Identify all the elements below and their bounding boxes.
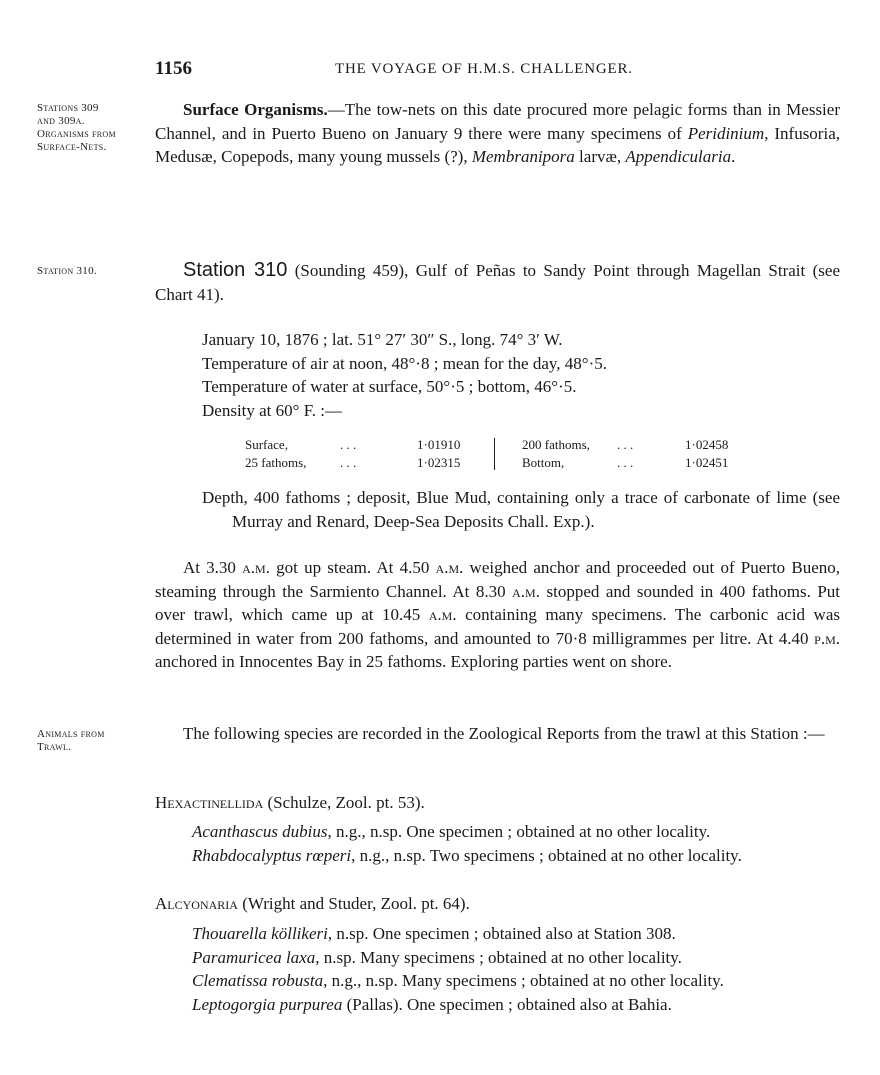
density-label: Surface, (245, 437, 288, 452)
species-entry: Paramuricea laxa, n.sp. Many specimens ; obtained at no other locality. (192, 947, 682, 967)
species-entry: Leptogorgia purpurea (Pallas). One specimen ; obtained also at Bahia. (192, 994, 672, 1014)
page-number: 1156 (155, 58, 192, 79)
surface-heading: Surface Organisms. (183, 100, 328, 119)
station-metadata (202, 328, 607, 422)
density-dots: . . . (617, 437, 634, 452)
species-list-alcyonaria (192, 922, 724, 1016)
margin-line: and 309a. (37, 115, 85, 127)
density-label: 25 fathoms, (245, 455, 307, 470)
species-list-hexactinellida (192, 820, 742, 867)
depth-line: Depth, 400 fathoms ; deposit, Blue Mud, containing only a trace of carbonate of lime (see Murray and Renard, Deep-Sea Deposits Chall. Exp.). (202, 488, 840, 531)
species-entry: Acanthascus dubius, n.g., n.sp. One specimen ; obtained at no other locality. (192, 822, 711, 841)
species-entry: Clematissa robusta, n.g., n.sp. Many specimens ; obtained at no other locality. (192, 971, 724, 990)
density-line: Density at 60° F. :— (202, 400, 343, 420)
animals-intro: The following species are recorded in the Zoological Reports from the trawl at this Station :— (183, 724, 825, 743)
species-entry: Rhabdocalyptus rœperi, n.g., n.sp. Two specimens ; obtained at no other locality. (192, 845, 742, 865)
animals-intro-paragraph (155, 722, 840, 746)
date-line: January 10, 1876 ; lat. 51° 27′ 30″ S., long. 74° 3′ W. (202, 330, 563, 349)
margin-line: Animals from (37, 728, 105, 740)
margin-note-animals (37, 728, 157, 754)
density-value: 1·01910 (417, 437, 461, 452)
group-heading-alcyonaria: Alcyonaria (Wright and Studer, Zool. pt. 64). (155, 894, 470, 913)
margin-note-station-310: Station 310. (37, 265, 97, 277)
density-value: 1·02451 (685, 455, 729, 470)
station-heading: Station 310 (183, 259, 288, 281)
air-temperature-line: Temperature of air at noon, 48°·8 ; mean for the day, 48°·5. (202, 353, 607, 373)
water-temperature-line: Temperature of water at surface, 50°·5 ; bottom, 46°·5. (202, 377, 577, 396)
margin-line: Trawl. (37, 741, 72, 753)
density-label: 200 fathoms, (522, 437, 590, 452)
surface-organisms-paragraph: Surface Organisms.—The tow-nets on this date procured more pelagic forms than in Messier Channel, and in Puerto Bueno on January 9 there were many specimens of Peridinium, Infusoria, Medusæ, Copepods, many young mussels (?), Membranipora larvæ, Appendicularia. (155, 100, 840, 166)
margin-line: Surface-Nets. (37, 141, 107, 153)
density-label: Bottom, (522, 455, 565, 470)
running-title: THE VOYAGE OF H.M.S. CHALLENGER. (335, 61, 633, 77)
narrative-paragraph: At 3.30 a.m. got up steam. At 4.50 a.m. weighed anchor and proceeded out of Puerto Bueno, steaming through the Sarmiento Channel. At 8.30 a.m. stopped and sounded in 400 fathoms. Put over trawl, which came up at 10.45 a.m. containing many specimens. The carbonic acid was determined in water from 200 fathoms, and amounted to 70·8 milligrammes per litre. At 4.40 p.m. anchored in Innocentes Bay in 25 fathoms. Exploring parties went on shore. (155, 558, 841, 671)
depth-paragraph (202, 486, 840, 533)
margin-note-stations-309 (37, 102, 157, 154)
table-divider (494, 438, 495, 470)
density-dots: . . . (617, 455, 634, 470)
group-heading-hexactinellida: Hexactinellida (Schulze, Zool. pt. 53). (155, 793, 425, 812)
margin-line: Stations 309 (37, 102, 99, 114)
margin-line: Organisms from (37, 128, 116, 140)
density-dots: . . . (340, 455, 357, 470)
density-value: 1·02458 (685, 437, 729, 452)
density-dots: . . . (340, 437, 357, 452)
species-entry: Thouarella köllikeri, n.sp. One specimen ; obtained also at Station 308. (192, 924, 676, 943)
station-310-paragraph: Station 310 (Sounding 459), Gulf of Peñas to Sandy Point through Magellan Strait (see Chart 41). (155, 259, 840, 304)
density-value: 1·02315 (417, 455, 461, 470)
